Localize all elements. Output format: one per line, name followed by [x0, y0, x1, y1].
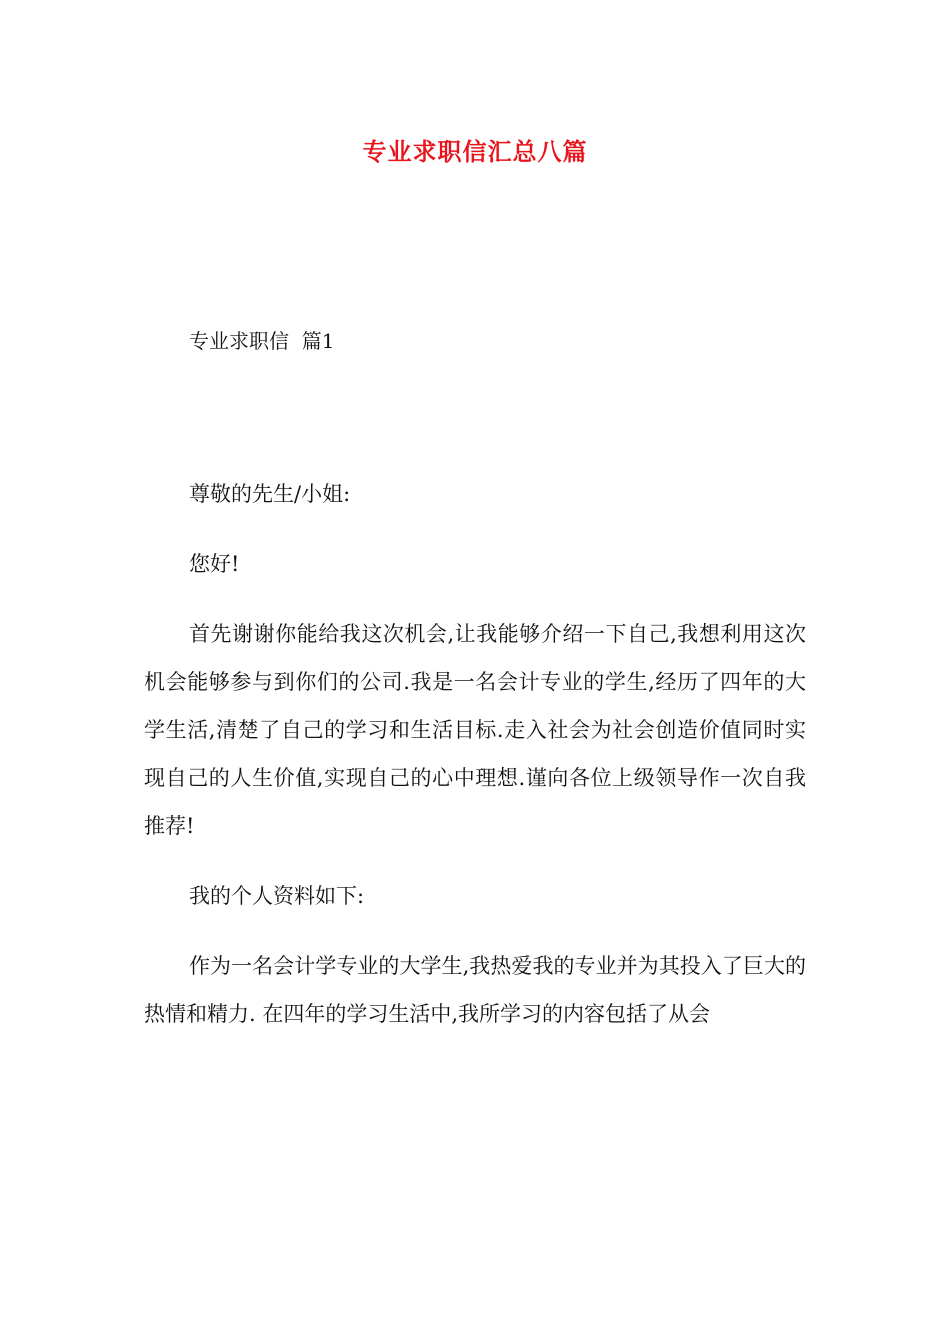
document-title: 专业求职信汇总八篇: [362, 137, 588, 166]
salutation: 尊敬的先生/小姐:: [189, 482, 351, 506]
profile-paragraph: 作为一名会计学专业的大学生,我热爱我的专业并为其投入了巨大的热情和精力. 在四年的学习生活中,我所学习的内容包括了从会: [144, 954, 806, 1026]
greeting: 您好!: [189, 552, 240, 576]
letter-body: [144, 470, 806, 1038]
section-heading: 专业求职信 篇1: [189, 329, 335, 353]
profile-heading: 我的个人资料如下:: [189, 884, 365, 908]
intro-paragraph: 首先谢谢你能给我这次机会,让我能够介绍一下自己,我想利用这次机会能够参与到你们的公司.我是一名会计专业的学生,经历了四年的大学生活,清楚了自己的学习和生活目标.走入社会为社会创造价值同时实现自己的人生价值,实现自己的心中理想.谨向各位上级领导作一次自我推荐!: [144, 622, 806, 838]
